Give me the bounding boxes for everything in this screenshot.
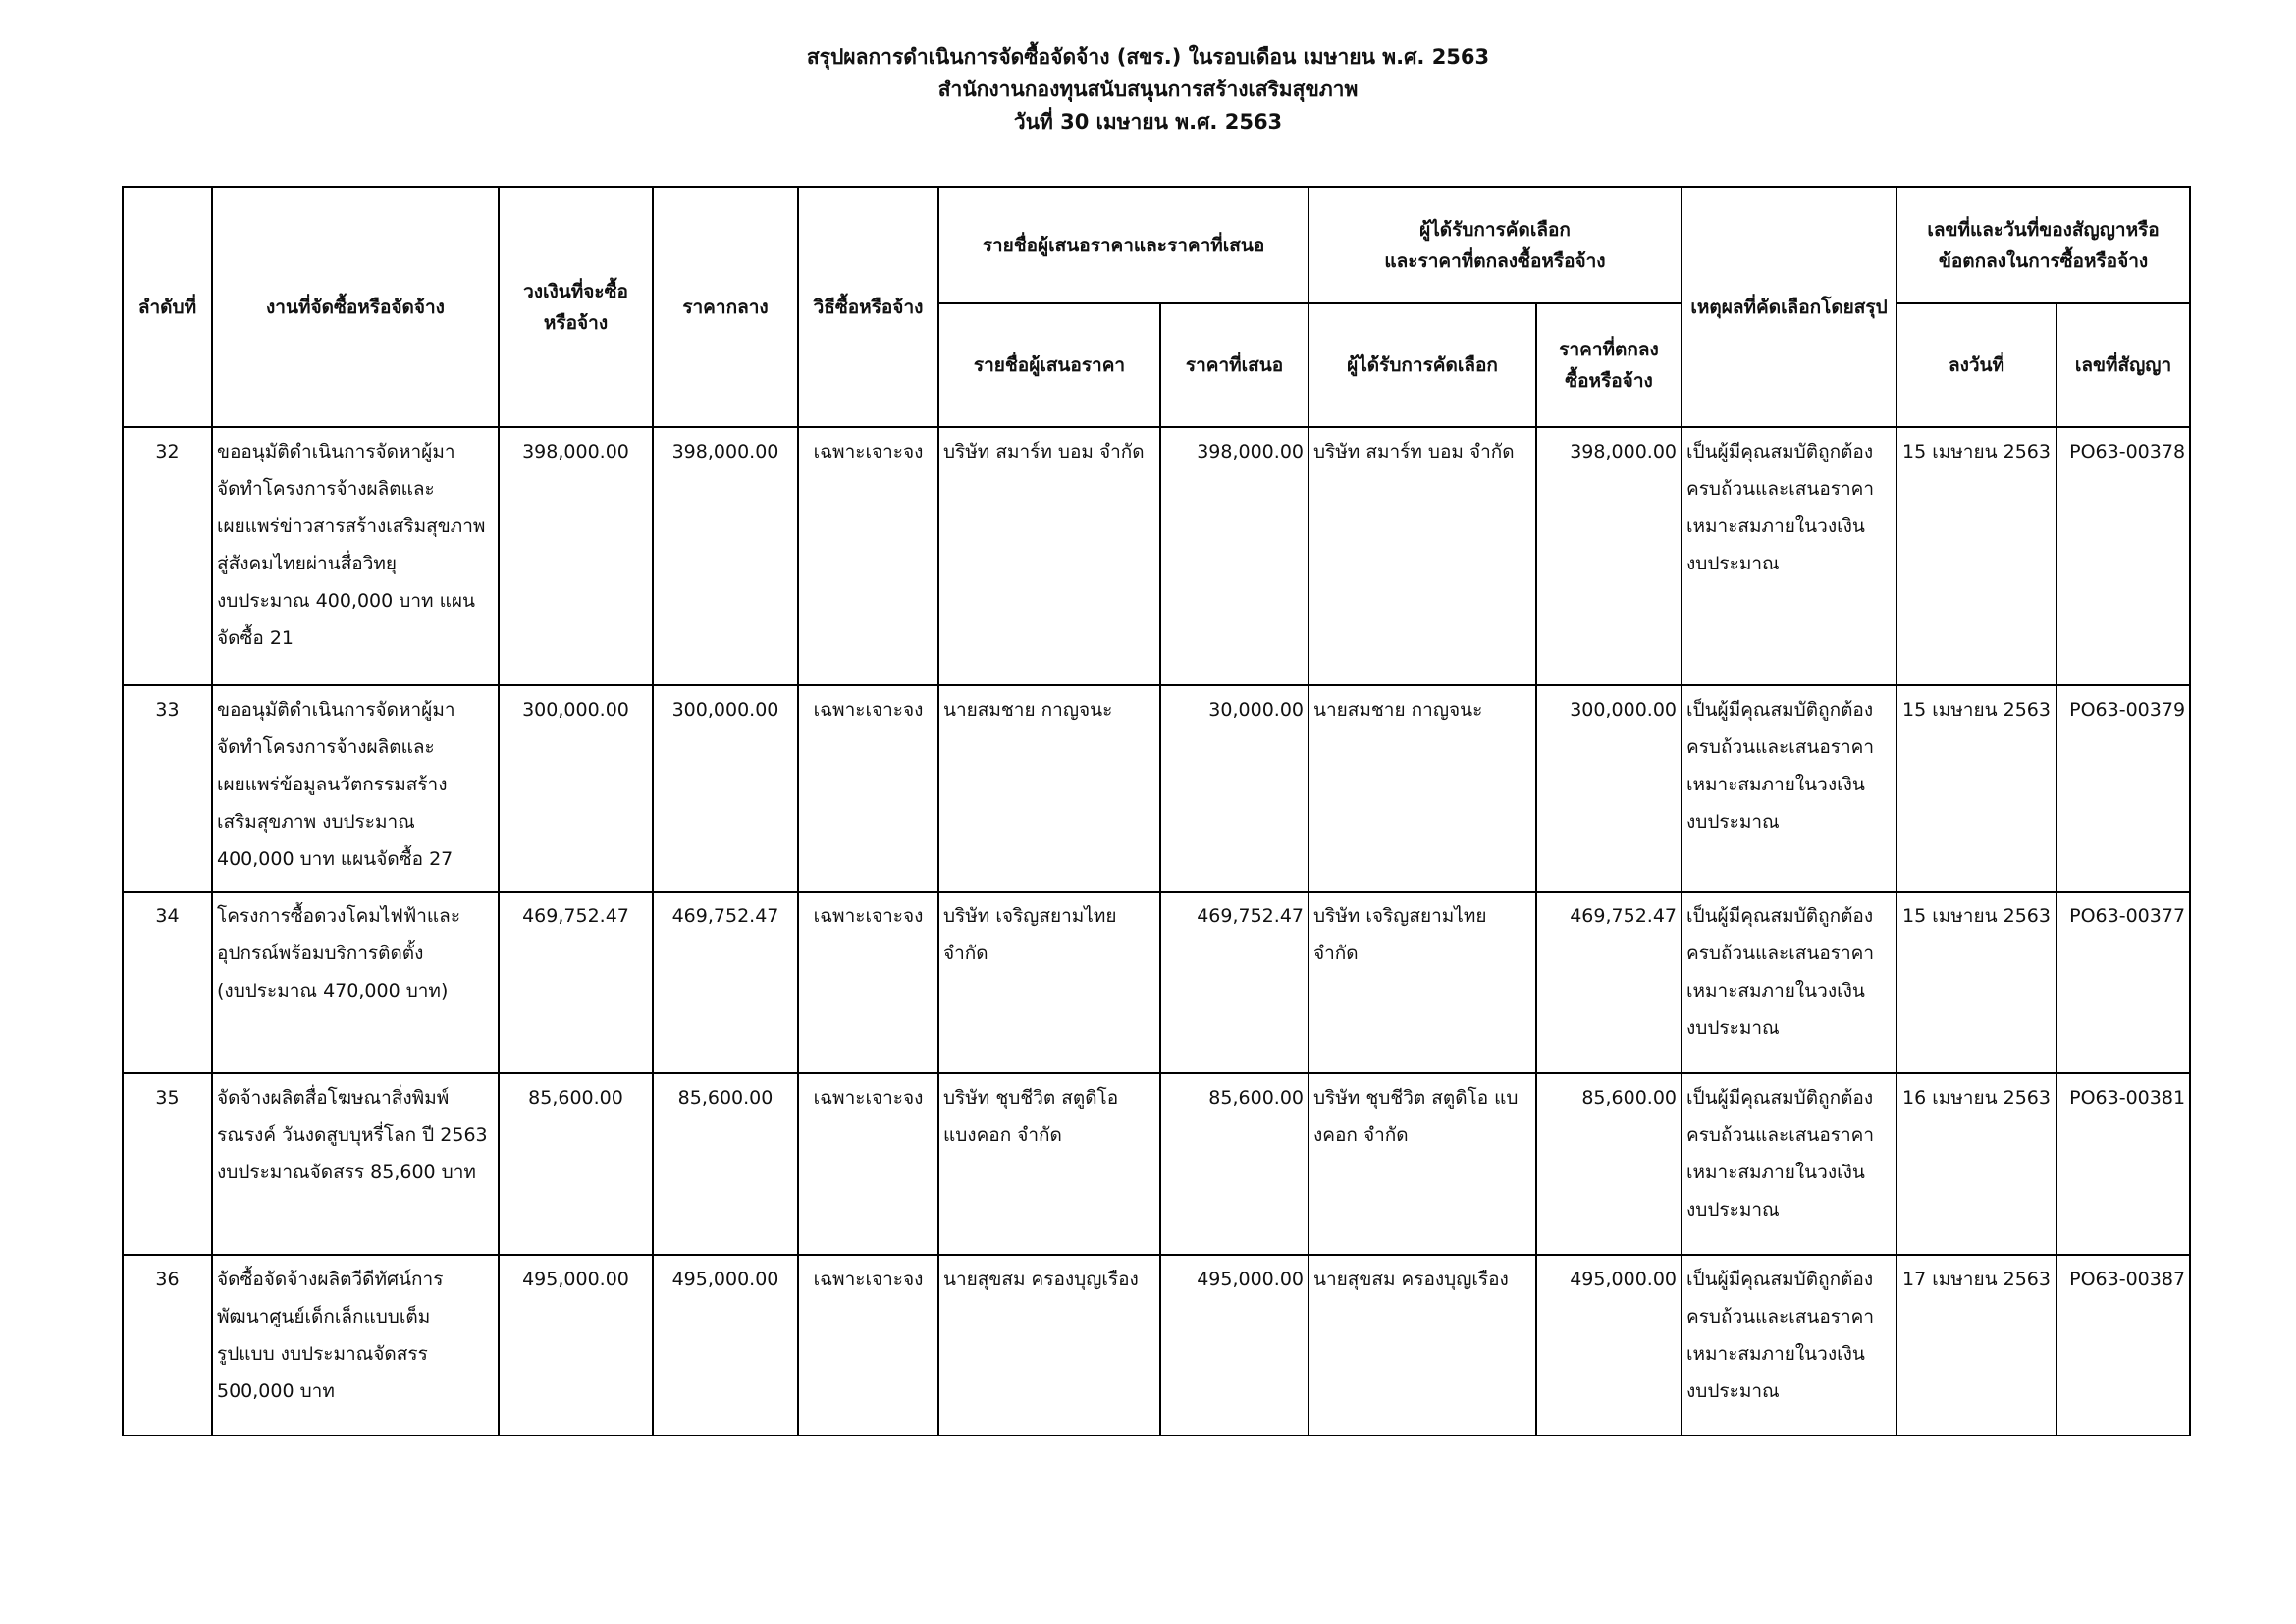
cell-budget: 398,000.00 [499, 427, 653, 685]
cell-date: 17 เมษายน 2563 [1896, 1255, 2056, 1435]
header-reason: เหตุผลที่คัดเลือกโดยสรุป [1682, 187, 1896, 427]
cell-budget: 495,000.00 [499, 1255, 653, 1435]
table-row [123, 892, 2190, 1073]
table-row [123, 1073, 2190, 1255]
cell-winner: นายสุขสม ครองบุญเรือง [1308, 1255, 1536, 1435]
header-agreed-price: ราคาที่ตกลง ซื้อหรือจ้าง [1536, 303, 1682, 427]
cell-winner: นายสมชาย กาญจนะ [1308, 685, 1536, 892]
header-median-price: ราคากลาง [653, 187, 798, 427]
cell-median-price: 398,000.00 [653, 427, 798, 685]
header-bid-price: ราคาที่เสนอ [1160, 303, 1308, 427]
cell-bid-price: 495,000.00 [1160, 1255, 1308, 1435]
cell-method: เฉพาะเจาะจง [798, 1255, 938, 1435]
cell-bid-price: 469,752.47 [1160, 892, 1308, 1073]
cell-bid-price: 85,600.00 [1160, 1073, 1308, 1255]
cell-date: 15 เมษายน 2563 [1896, 685, 2056, 892]
cell-reason: เป็นผู้มีคุณสมบัติถูกต้อง ครบถ้วนและเสนอราคา เหมาะสมภายในวงเงิน งบประมาณ [1682, 1255, 1896, 1435]
cell-median-price: 469,752.47 [653, 892, 798, 1073]
cell-bidder: นายสุขสม ครองบุญเรือง [938, 1255, 1160, 1435]
header-winner-name: ผู้ได้รับการคัดเลือก [1308, 303, 1536, 427]
cell-method: เฉพาะเจาะจง [798, 892, 938, 1073]
cell-no: 32 [123, 427, 212, 685]
cell-no: 34 [123, 892, 212, 1073]
cell-contract-no: PO63-00377 [2056, 892, 2190, 1073]
cell-method: เฉพาะเจาะจง [798, 427, 938, 685]
header-no: ลำดับที่ [123, 187, 212, 427]
cell-bid-price: 30,000.00 [1160, 685, 1308, 892]
cell-method: เฉพาะเจาะจง [798, 1073, 938, 1255]
cell-task: ขออนุมัติดำเนินการจัดหาผู้มา จัดทำโครงการจ้างผลิตและ เผยแพร่ข่าวสารสร้างเสริมสุขภาพ สู่สังคมไทยผ่านสื่อวิทยุ งบประมาณ 400,000 บาท แผน จัดซื้อ 21 [212, 427, 499, 685]
table-header [123, 187, 2190, 427]
cell-date: 15 เมษายน 2563 [1896, 892, 2056, 1073]
table-body [123, 427, 2190, 1435]
cell-bid-price: 398,000.00 [1160, 427, 1308, 685]
cell-date: 15 เมษายน 2563 [1896, 427, 2056, 685]
cell-median-price: 85,600.00 [653, 1073, 798, 1255]
header-winner-group: ผู้ได้รับการคัดเลือก และราคาที่ตกลงซื้อหรือจ้าง [1308, 187, 1682, 303]
header-bidder-name: รายชื่อผู้เสนอราคา [938, 303, 1160, 427]
cell-task: จัดจ้างผลิตสื่อโฆษณาสิ่งพิมพ์ รณรงค์ วันงดสูบบุหรี่โลก ปี 2563 งบประมาณจัดสรร 85,600 บาท [212, 1073, 499, 1255]
procurement-summary-table [122, 186, 2191, 1436]
cell-budget: 469,752.47 [499, 892, 653, 1073]
header-budget: วงเงินที่จะซื้อ หรือจ้าง [499, 187, 653, 427]
table-row [123, 1255, 2190, 1435]
header-task: งานที่จัดซื้อหรือจัดจ้าง [212, 187, 499, 427]
cell-date: 16 เมษายน 2563 [1896, 1073, 2056, 1255]
cell-bidder: บริษัท ชุบชีวิต สตูดิโอ แบงคอก จำกัด [938, 1073, 1160, 1255]
cell-bidder: บริษัท สมาร์ท บอม จำกัด [938, 427, 1160, 685]
cell-bidder: บริษัท เจริญสยามไทย จำกัด [938, 892, 1160, 1073]
cell-agreed-price: 469,752.47 [1536, 892, 1682, 1073]
header-contract-no: เลขที่สัญญา [2056, 303, 2190, 427]
cell-budget: 85,600.00 [499, 1073, 653, 1255]
header-date: ลงวันที่ [1896, 303, 2056, 427]
table-row [123, 427, 2190, 685]
cell-task: จัดซื้อจัดจ้างผลิตวีดีทัศน์การ พัฒนาศูนย์เด็กเล็กแบบเต็ม รูปแบบ งบประมาณจัดสรร 500,000 บาท [212, 1255, 499, 1435]
cell-agreed-price: 85,600.00 [1536, 1073, 1682, 1255]
cell-task: ขออนุมัติดำเนินการจัดหาผู้มา จัดทำโครงการจ้างผลิตและ เผยแพร่ข้อมูลนวัตกรรมสร้าง เสริมสุขภาพ งบประมาณ 400,000 บาท แผนจัดซื้อ 27 [212, 685, 499, 892]
cell-agreed-price: 398,000.00 [1536, 427, 1682, 685]
cell-no: 35 [123, 1073, 212, 1255]
cell-contract-no: PO63-00387 [2056, 1255, 2190, 1435]
cell-reason: เป็นผู้มีคุณสมบัติถูกต้อง ครบถ้วนและเสนอราคา เหมาะสมภายในวงเงิน งบประมาณ [1682, 1073, 1896, 1255]
cell-agreed-price: 300,000.00 [1536, 685, 1682, 892]
cell-contract-no: PO63-00381 [2056, 1073, 2190, 1255]
cell-winner: บริษัท เจริญสยามไทย จำกัด [1308, 892, 1536, 1073]
cell-bidder: นายสมชาย กาญจนะ [938, 685, 1160, 892]
cell-median-price: 300,000.00 [653, 685, 798, 892]
cell-median-price: 495,000.00 [653, 1255, 798, 1435]
cell-agreed-price: 495,000.00 [1536, 1255, 1682, 1435]
cell-winner: บริษัท ชุบชีวิต สตูดิโอ แบ งคอก จำกัด [1308, 1073, 1536, 1255]
cell-winner: บริษัท สมาร์ท บอม จำกัด [1308, 427, 1536, 685]
organization-name: สำนักงานกองทุนสนับสนุนการสร้างเสริมสุขภาพ [937, 78, 1359, 101]
document-title: สรุปผลการดำเนินการจัดซื้อจัดจ้าง (สขร.) ในรอบเดือน เมษายน พ.ศ. 2563 [806, 45, 1490, 69]
cell-no: 33 [123, 685, 212, 892]
cell-reason: เป็นผู้มีคุณสมบัติถูกต้อง ครบถ้วนและเสนอราคา เหมาะสมภายในวงเงิน งบประมาณ [1682, 685, 1896, 892]
cell-reason: เป็นผู้มีคุณสมบัติถูกต้อง ครบถ้วนและเสนอราคา เหมาะสมภายในวงเงิน งบประมาณ [1682, 427, 1896, 685]
table-row [123, 685, 2190, 892]
cell-contract-no: PO63-00379 [2056, 685, 2190, 892]
cell-no: 36 [123, 1255, 212, 1435]
cell-task: โครงการซื้อดวงโคมไฟฟ้าและ อุปกรณ์พร้อมบริการติดตั้ง (งบประมาณ 470,000 บาท) [212, 892, 499, 1073]
document-header [0, 41, 2296, 138]
header-contract-group: เลขที่และวันที่ของสัญญาหรือ ข้อตกลงในการซื้อหรือจ้าง [1896, 187, 2190, 303]
cell-contract-no: PO63-00378 [2056, 427, 2190, 685]
header-method: วิธีซื้อหรือจ้าง [798, 187, 938, 427]
cell-method: เฉพาะเจาะจง [798, 685, 938, 892]
header-bidders-group: รายชื่อผู้เสนอราคาและราคาที่เสนอ [938, 187, 1308, 303]
cell-reason: เป็นผู้มีคุณสมบัติถูกต้อง ครบถ้วนและเสนอราคา เหมาะสมภายในวงเงิน งบประมาณ [1682, 892, 1896, 1073]
cell-budget: 300,000.00 [499, 685, 653, 892]
document-date: วันที่ 30 เมษายน พ.ศ. 2563 [1013, 110, 1283, 134]
